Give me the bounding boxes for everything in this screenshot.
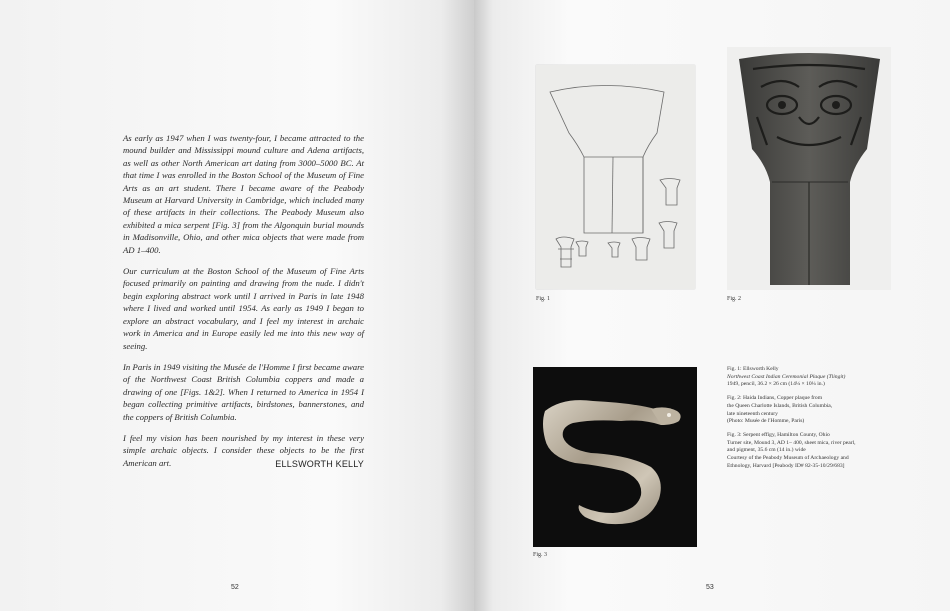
essay-paragraph-3: In Paris in 1949 visiting the Musée de l'Homme I first became aware of the Northwest Coast British Columbia coppers and made a drawing of one [Figs. 1&2]. When I returned to America in 1954 I began collecting primitive artifacts, birdstones, bannerstones, and the coppers of British Columbia. (123, 361, 364, 422)
caption-line: Fig. 3: Serpent effigy, Hamilton County, Ohio (727, 431, 830, 438)
essay-paragraph-1: As early as 1947 when I was twenty-four, I became attracted to the mound builder and Mississippi mound culture and Adena artifacts, as well as other North American art dating from 3000–5000 BC. At that time I was enrolled in the Boston School of the Museum of Fine Arts as an art student. There I became aware of the Peabody Museum at Harvard University in Cambridge, which included many of these artifacts in their collections. The Peabody Museum also exhibited a mica serpent [Fig. 3] from the Algonquin burial mounds in Madisonville, Ohio, and other mica objects that were made from AD 1–400. (123, 133, 364, 255)
fig3-mica-serpent-photo (533, 367, 697, 547)
caption-line: Fig. 1: Ellsworth Kelly (727, 366, 779, 372)
left-page (0, 0, 474, 611)
caption-fig1 (727, 366, 887, 389)
caption-line: Ethnology, Harvard [Peabody ID# 82-35-10/29/683] (727, 462, 845, 469)
caption-line: the Queen Charlotte Islands, British Columbia, (727, 402, 833, 409)
figure-captions (727, 366, 887, 476)
fig2-copper-plaque-photo (727, 47, 891, 290)
caption-line: Fig. 2: Haida Indians, Copper plaque from (727, 395, 823, 402)
caption-fig3 (727, 432, 887, 471)
caption-line: Courtesy of the Peabody Museum of Archaeology and (727, 455, 849, 462)
page-number-right: 53 (706, 584, 714, 591)
caption-line: Turner site, Mound 3, AD 1– 400, sheet mica, river pearl, (727, 439, 856, 446)
right-page (474, 0, 950, 611)
essay-text (123, 132, 364, 478)
caption-line: Northwest Coast Indian Ceremonial Plaque (Tlingit) (727, 373, 846, 380)
caption-line: 1949, pencil, 36.2 × 26 cm (14¼ × 10¼ in.) (727, 381, 825, 388)
fig2-label: Fig. 2 (727, 296, 742, 302)
caption-fig2 (727, 395, 887, 426)
essay-paragraph-4: I feel my vision has been nourished by my interest in these very simple archaic objects. I consider these objects to be the first American art. (123, 432, 364, 468)
fig1-pencil-drawing (536, 65, 695, 289)
page-number-left: 52 (231, 584, 239, 591)
fig1-label: Fig. 1 (536, 296, 551, 302)
caption-line: late nineteenth century (727, 410, 778, 417)
essay-paragraph-2: Our curriculum at the Boston School of the Museum of Fine Arts focused primarily on painting and drawing from the nude. I didn't begin exploring abstract work until I arrived in Paris in late 1948 where I lived and worked until 1954. As early as 1949 I began to explore an abstract vocabulary, and I feel my interest in archaic work in America and in Europe easily led me into this new way of seeing. (123, 266, 364, 351)
caption-line: (Photo: Musée de l'Homme, Paris) (727, 418, 805, 425)
caption-line: and pigment, 35.6 cm (14 in.) wide (727, 447, 806, 454)
fig3-label: Fig. 3 (533, 552, 548, 558)
author-signature: ELLSWORTH KELLY (275, 459, 364, 469)
